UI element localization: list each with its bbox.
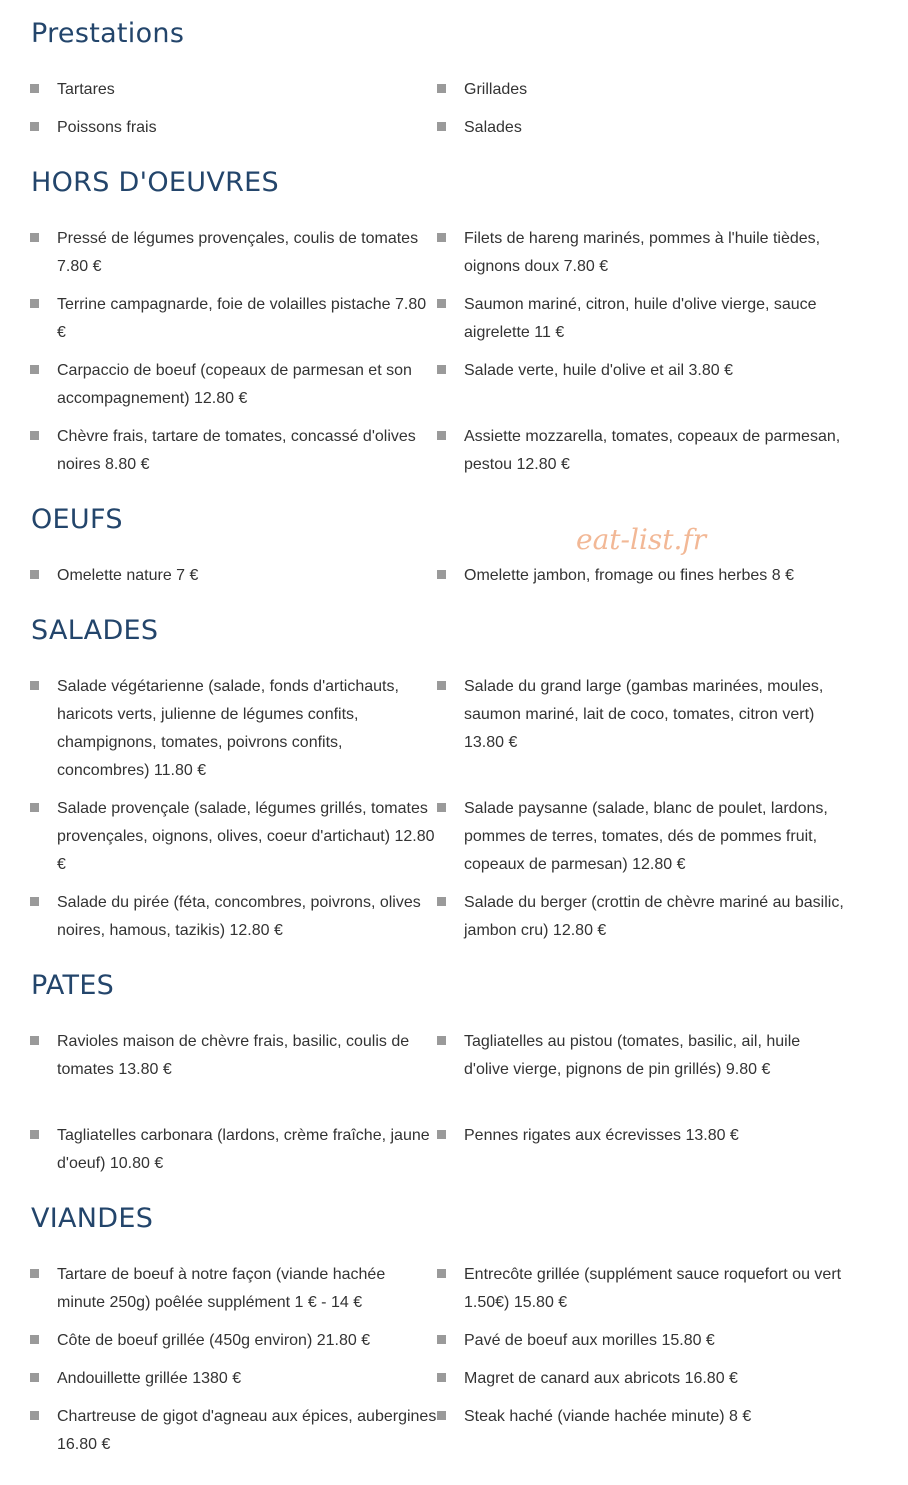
list-item: Entrecôte grillée (supplément sauce roquefort ou vert 1.50€) 15.80 €: [464, 1261, 844, 1317]
square-bullet-icon: [30, 122, 39, 131]
square-bullet-icon: [437, 431, 446, 440]
square-bullet-icon: [437, 365, 446, 374]
list-item: Tagliatelles carbonara (lardons, crème fraîche, jaune d'oeuf) 10.80 €: [57, 1122, 437, 1178]
list-item: Salades: [464, 114, 844, 142]
square-bullet-icon: [437, 681, 446, 690]
list-item: Côte de boeuf grillée (450g environ) 21.80 €: [57, 1327, 437, 1355]
list-item: Pressé de légumes provençales, coulis de tomates 7.80 €: [57, 225, 437, 281]
list-item: Salade verte, huile d'olive et ail 3.80 €: [464, 357, 844, 385]
list-item: Grillades: [464, 76, 844, 104]
square-bullet-icon: [437, 299, 446, 308]
list-item: Poissons frais: [57, 114, 437, 142]
square-bullet-icon: [437, 233, 446, 242]
square-bullet-icon: [30, 681, 39, 690]
list-item: Magret de canard aux abricots 16.80 €: [464, 1365, 844, 1393]
list-item: Tagliatelles au pistou (tomates, basilic, ail, huile d'olive vierge, pignons de pin grillés) 9.80 €: [464, 1028, 844, 1084]
list-item: Pavé de boeuf aux morilles 15.80 €: [464, 1327, 844, 1355]
list-item: Assiette mozzarella, tomates, copeaux de parmesan, pestou 12.80 €: [464, 423, 844, 479]
square-bullet-icon: [437, 570, 446, 579]
list-item: Carpaccio de boeuf (copeaux de parmesan et son accompagnement) 12.80 €: [57, 357, 437, 413]
square-bullet-icon: [437, 1130, 446, 1139]
square-bullet-icon: [30, 1269, 39, 1278]
section-title-hors-doeuvres: HORS D'OEUVRES: [31, 167, 279, 198]
square-bullet-icon: [437, 84, 446, 93]
square-bullet-icon: [30, 1130, 39, 1139]
list-item: Omelette nature 7 €: [57, 562, 437, 590]
list-item: Pennes rigates aux écrevisses 13.80 €: [464, 1122, 844, 1150]
square-bullet-icon: [30, 1411, 39, 1420]
list-item: Salade paysanne (salade, blanc de poulet, lardons, pommes de terres, tomates, dés de pommes fruit, copeaux de parmesan) 12.80 €: [464, 795, 844, 879]
square-bullet-icon: [30, 299, 39, 308]
list-item: Tartares: [57, 76, 437, 104]
square-bullet-icon: [30, 365, 39, 374]
square-bullet-icon: [30, 1036, 39, 1045]
list-item: Ravioles maison de chèvre frais, basilic, coulis de tomates 13.80 €: [57, 1028, 437, 1084]
list-item: Andouillette grillée 1380 €: [57, 1365, 437, 1393]
list-item: Salade du berger (crottin de chèvre mariné au basilic, jambon cru) 12.80 €: [464, 889, 844, 945]
square-bullet-icon: [30, 1335, 39, 1344]
list-item: Salade du pirée (féta, concombres, poivrons, olives noires, hamous, tazikis) 12.80 €: [57, 889, 437, 945]
square-bullet-icon: [437, 1036, 446, 1045]
list-item: Salade provençale (salade, légumes grillés, tomates provençales, oignons, olives, coeur d'artichaut) 12.80 €: [57, 795, 437, 879]
square-bullet-icon: [30, 570, 39, 579]
square-bullet-icon: [30, 431, 39, 440]
square-bullet-icon: [437, 1269, 446, 1278]
square-bullet-icon: [30, 897, 39, 906]
square-bullet-icon: [437, 1335, 446, 1344]
list-item: Salade végétarienne (salade, fonds d'artichauts, haricots verts, julienne de légumes confits, champignons, tomates, poivrons confits, concombres) 11.80 €: [57, 673, 437, 785]
square-bullet-icon: [437, 1373, 446, 1382]
list-item: Saumon mariné, citron, huile d'olive vierge, sauce aigrelette 11 €: [464, 291, 844, 347]
section-title-pates: PATES: [31, 970, 115, 1001]
section-title-viandes: VIANDES: [31, 1203, 154, 1234]
list-item: Chartreuse de gigot d'agneau aux épices, aubergines 16.80 €: [57, 1403, 437, 1459]
section-title-prestations: Prestations: [31, 18, 185, 49]
section-title-oeufs: OEUFS: [31, 504, 123, 535]
square-bullet-icon: [437, 803, 446, 812]
list-item: Filets de hareng marinés, pommes à l'huile tièdes, oignons doux 7.80 €: [464, 225, 844, 281]
list-item: Terrine campagnarde, foie de volailles pistache 7.80 €: [57, 291, 437, 347]
square-bullet-icon: [30, 1373, 39, 1382]
square-bullet-icon: [437, 897, 446, 906]
square-bullet-icon: [30, 84, 39, 93]
square-bullet-icon: [30, 803, 39, 812]
section-title-salades: SALADES: [31, 615, 159, 646]
list-item: Steak haché (viande hachée minute) 8 €: [464, 1403, 844, 1431]
list-item: Salade du grand large (gambas marinées, moules, saumon mariné, lait de coco, tomates, citron vert) 13.80 €: [464, 673, 844, 757]
list-item: Chèvre frais, tartare de tomates, concassé d'olives noires 8.80 €: [57, 423, 437, 479]
list-item: Omelette jambon, fromage ou fines herbes 8 €: [464, 562, 844, 590]
list-item: Tartare de boeuf à notre façon (viande hachée minute 250g) poêlée supplément 1 € - 14 €: [57, 1261, 437, 1317]
square-bullet-icon: [437, 122, 446, 131]
square-bullet-icon: [30, 233, 39, 242]
square-bullet-icon: [437, 1411, 446, 1420]
watermark-logo: eat-list.fr: [576, 523, 707, 556]
